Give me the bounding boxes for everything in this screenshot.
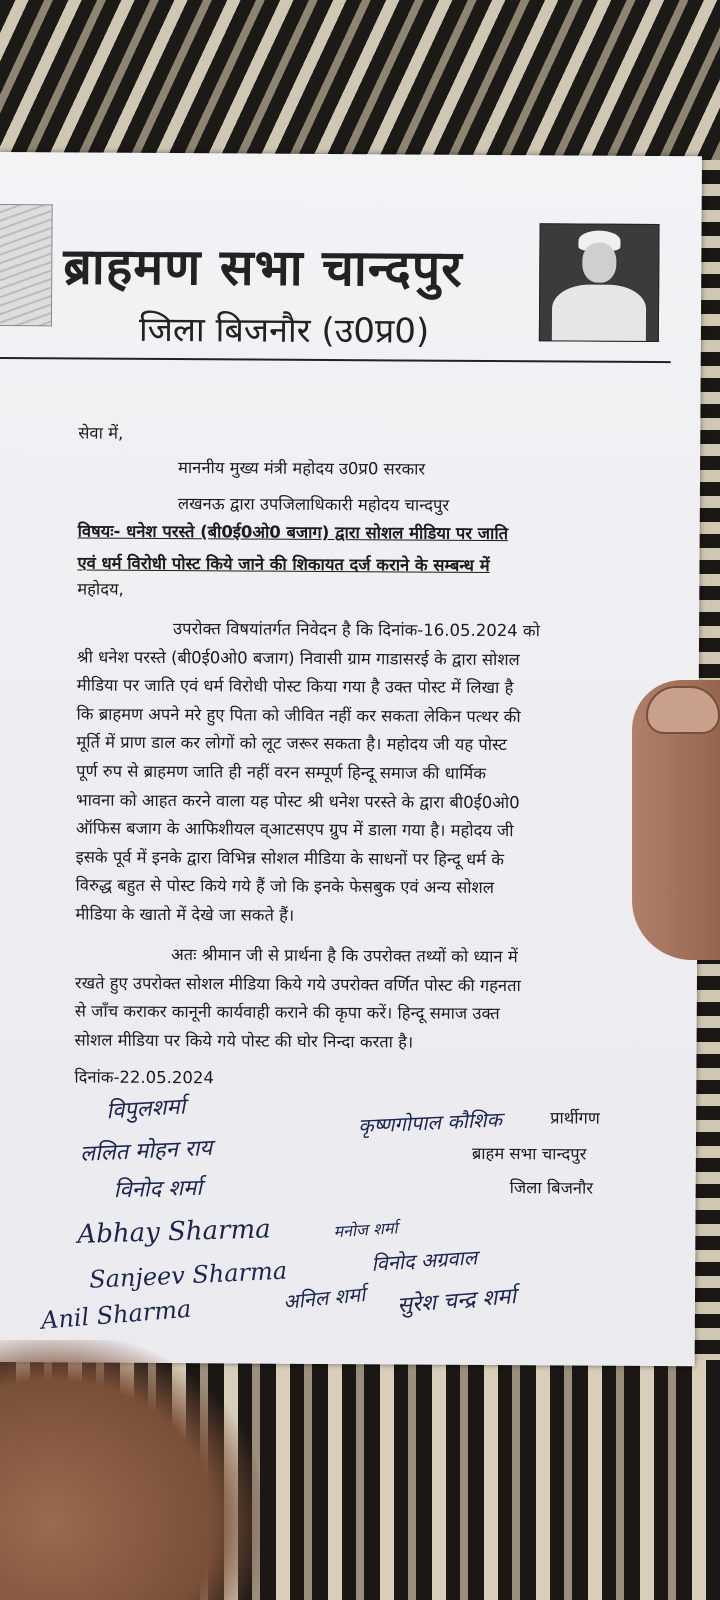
letter-paper [0, 152, 702, 1366]
portrait-photo [539, 223, 660, 342]
signature: कृष्णगोपाल कौशिक [357, 1107, 503, 1138]
thumb-holding-paper [632, 680, 720, 960]
signature: ललित मोहन राय [79, 1135, 213, 1167]
paragraph-line: भावना को आहत करने वाला यह पोस्ट श्री धनेश परस्ते के द्वारा बी0ई0ओ0 [75, 790, 520, 812]
subject-line1: विषयः- धनेश परस्ते (बी0ई0ओ0 बजाग) द्वारा सोशल मीडिया पर जाति [77, 521, 509, 544]
letterhead-district: जिला बिजनौर (उ0प्र0) [138, 309, 430, 352]
body-paragraph-2 [74, 940, 615, 1058]
paragraph-line: मूर्ति में प्राण डाल कर लोगों को लूट जरूर सकता है। महोदय जी यह पोस्ट [76, 732, 507, 755]
salutation-to: सेवा में, [78, 423, 124, 443]
body-paragraph-1 [75, 614, 617, 932]
signature: Anil Sharma [40, 1294, 193, 1335]
paragraph-line: मीडिया पर जाति एवं धर्म विरोधी पोस्ट किया गया है उक्त पोस्ट में लिखा है [76, 675, 514, 698]
letterhead-title: ब्राहमण सभा चान्दपुर [63, 237, 463, 298]
signoff-petitioners: प्रार्थीगण [550, 1108, 600, 1128]
addressee-line1: माननीय मुख्य मंत्री महोदय उ0प्र0 सरकार [178, 458, 426, 479]
paragraph-line: उपरोक्त विषयांतर्गत निवेदन है कि दिनांक-16.05.2024 को [173, 619, 540, 641]
paragraph-line: पूर्ण रुप से ब्राहमण जाति ही नहीं वरन सम्पूर्ण हिन्दू समाज की धार्मिक [76, 761, 487, 783]
greeting: महोदय, [77, 579, 124, 599]
signoff-district: जिला बिजनौर [509, 1178, 594, 1198]
left-emblem-image [0, 204, 53, 326]
paragraph-line: कि ब्राहमण अपने मरे हुए पिता को जीवित नहीं कर सकता लेकिन पत्थर की [76, 704, 521, 726]
signature: Abhay Sharma [77, 1214, 272, 1250]
paragraph-line: अतः श्रीमान जी से प्रार्थना है कि उपरोक्त तथ्यों को ध्यान में [171, 945, 518, 967]
signature: Sanjeev Sharma [88, 1256, 288, 1294]
signature: अनिल शर्मा [282, 1282, 367, 1314]
portrait-body [552, 284, 646, 342]
signoff-organization: ब्राहम सभा चान्दपुर [471, 1143, 587, 1164]
portrait-head [582, 243, 616, 283]
paragraph-line: ऑफिस बजाग के आफिशीयल व्आटसएप ग्रुप में डाला गया है। महोदय जी [75, 818, 514, 841]
paragraph-line: विरुद्ध बहुत से पोस्ट किये गये हैं जो कि इनके फेसबुक एवं अन्य सोशल [75, 875, 495, 898]
addressee-line2: लखनऊ द्वारा उपजिलाधिकारी महोदय चान्दपुर [177, 494, 450, 515]
paragraph-line: श्री धनेश परस्ते (बी0ई0ओ0 बजाग) निवासी ग्राम गाडासरई के द्वारा सोशल [76, 647, 520, 669]
subject-line2: एवं धर्म विरोधी पोस्ट किये जाने की शिकायत दर्ज कराने के सम्बन्ध में [77, 553, 490, 575]
letter-date: दिनांक-22.05.2024 [74, 1067, 214, 1088]
signature: विनोद अग्रवाल [370, 1245, 478, 1276]
paragraph-line: से जाँच कराकर कानूनी कार्यवाही कराने की कृपा करें। हिन्दू समाज उक्त [74, 1001, 500, 1024]
paragraph-line: सोशल मीडिया पर किये गये पोस्ट की घोर निन्दा करता है। [74, 1030, 414, 1052]
signature: मनोज शर्मा [332, 1218, 399, 1242]
signature: विनोद शर्मा [113, 1175, 203, 1204]
signature: सुरेश चन्द्र शर्मा [396, 1284, 518, 1319]
paragraph-line: रखते हुए उपरोक्त सोशल मीडिया किये गये उपरोक्त वर्णित पोस्ट की गहनता [74, 973, 521, 995]
paragraph-line: मीडिया के खातो में देखे जा सकते हैं। [75, 904, 295, 925]
paragraph-line: इसके पूर्व में इनके द्वारा विभिन्न सोशल मीडिया के साधनों पर हिन्दू धर्म के [75, 847, 505, 869]
letterhead-divider [0, 357, 671, 363]
thumb-nail [646, 686, 720, 734]
signature: विपुलशर्मा [105, 1094, 187, 1125]
